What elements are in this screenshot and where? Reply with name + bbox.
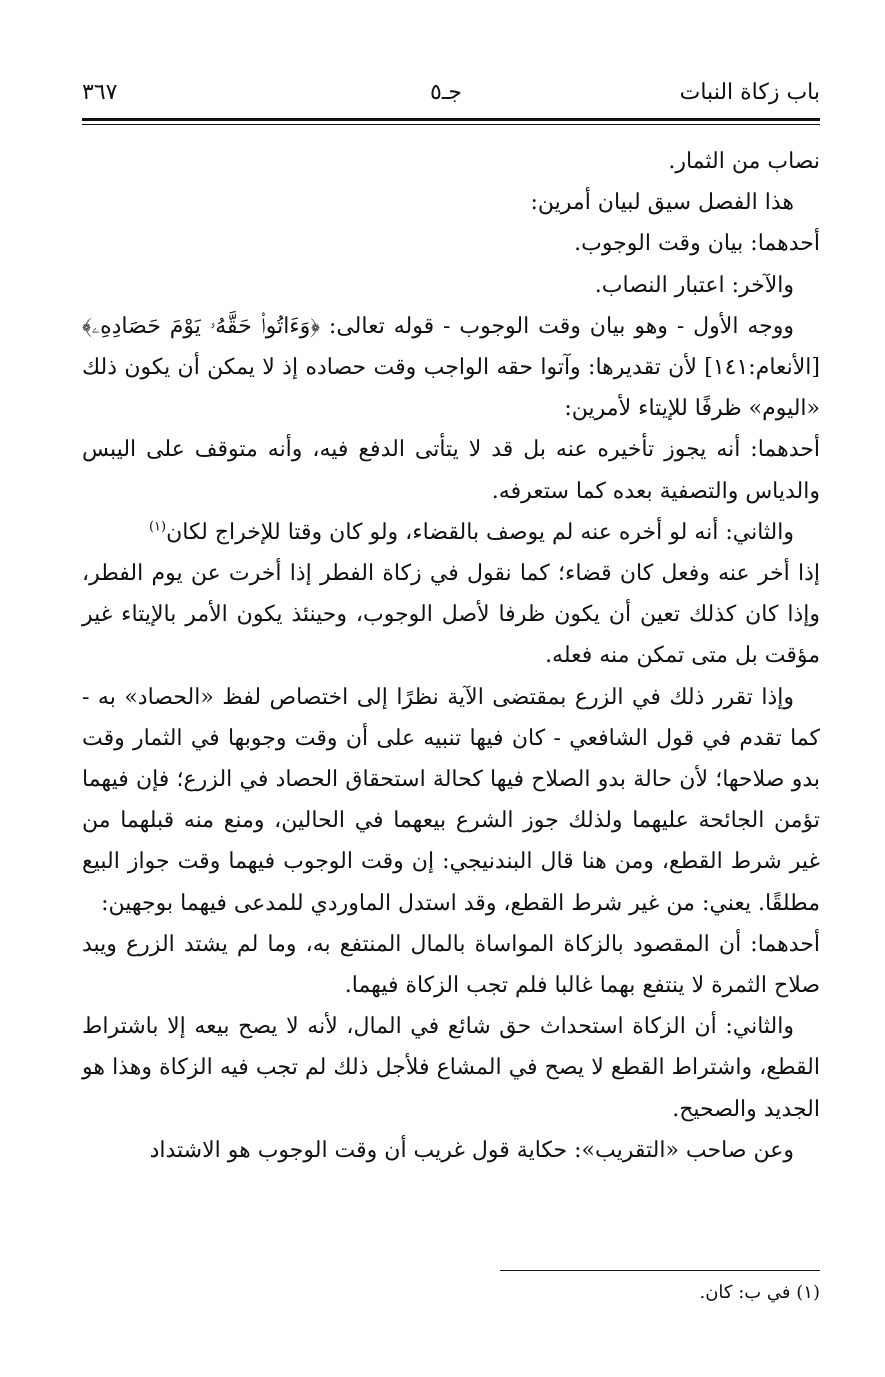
- paragraph: ووجه الأول - وهو بيان وقت الوجوب - قوله تعالى: ﴿وَءَاتُوا۟ حَقَّهُۥ يَوْمَ حَصَادِهِۦ﴾ [الأنعام:١٤١] لأن تقديرها: وآتوا حقه الواجب وقت حصاده إذ لا يمكن أن يكون ذلك «اليوم» ظرفًا للإيتاء لأمرين:: [82, 313, 820, 422]
- paragraph: أحدهما: أنه يجوز تأخيره عنه بل قد لا يتأتى الدفع فيه، وأنه متوقف على اليبس والدياس والتصفية بعده كما ستعرفه.: [82, 437, 820, 504]
- paragraph: هذا الفصل سيق لبيان أمرين:: [530, 190, 794, 216]
- page-number: ٣٦٧: [82, 80, 118, 105]
- paragraph: نصاب من الثمار.: [668, 149, 820, 174]
- running-header: [82, 80, 820, 116]
- paragraph-text: والثاني: أنه لو أخره عنه لم يوصف بالقضاء، ولو كان وقتا للإخراج لكان: [166, 519, 794, 545]
- paragraph: وإذا تقرر ذلك في الزرع بمقتضى الآية نظرًا إلى اختصاص لفظ «الحصاد» به - كما تقدم في قول الشافعي - كان فيها تنبيه على أن وقت وجوبها في الثمار وقت بدو صلاحها؛ لأن حالة بدو الصلاح فيها كحالة استحقاق الحصاد في الزرع؛ فإن فيهما تؤمن الجائحة عليهما ولذلك جوز الشرع بيعهما في الحالين، ومنع منه قبلهما من غير شرط القطع، ومن هنا قال البندنيجي: إن وقت الوجوب فيهما وقت جواز البيع مطلقًا. يعني: من غير شرط القطع، وقد استدل الماوردي للمدعى فيهما بوجهين:: [82, 684, 820, 916]
- paragraph: أحدهما: بيان وقت الوجوب.: [574, 231, 820, 257]
- header-rule-thick: [82, 118, 820, 121]
- paragraph: وعن صاحب «التقريب»: حكاية قول غريب أن وقت الوجوب هو الاشتداد: [149, 1137, 794, 1163]
- footnote-rule: [500, 1270, 820, 1271]
- header-rule-thin: [82, 124, 820, 125]
- paragraph: والثاني: أن الزكاة استحداث حق شائع في المال، لأنه لا يصح بيعه إلا باشتراط القطع، واشتراط القطع لا يصح في المشاع فلأجل ذلك لم تجب فيه الزكاة وهذا هو الجديد والصحيح.: [82, 1014, 820, 1122]
- main-text: [82, 141, 820, 1171]
- paragraph: إذا أخر عنه وفعل كان قضاء؛ كما نقول في زكاة الفطر إذا أخرت عن يوم الفطر، وإذا كان كذلك تعين أن يكون ظرفا لأصل الوجوب، وحينئذ يكون الأمر بالإيتاء غير مؤقت بل متى تمكن منه فعله.: [82, 561, 820, 669]
- paragraph-with-footnote: [82, 512, 820, 553]
- footnote-marker: (١): [148, 519, 167, 535]
- paragraph: والآخر: اعتبار النصاب.: [594, 272, 794, 298]
- footnote: (١) في ب: كان.: [699, 1282, 820, 1303]
- section-title: باب زكاة النبات: [679, 80, 820, 105]
- volume-label: جـ٥: [430, 80, 462, 105]
- paragraph: أحدهما: أن المقصود بالزكاة المواساة بالمال المنتفع به، وما لم يشتد الزرع ويبد صلاح الثمرة لا ينتفع بهما غالبا فلم تجب الزكاة فيهما.: [82, 931, 820, 999]
